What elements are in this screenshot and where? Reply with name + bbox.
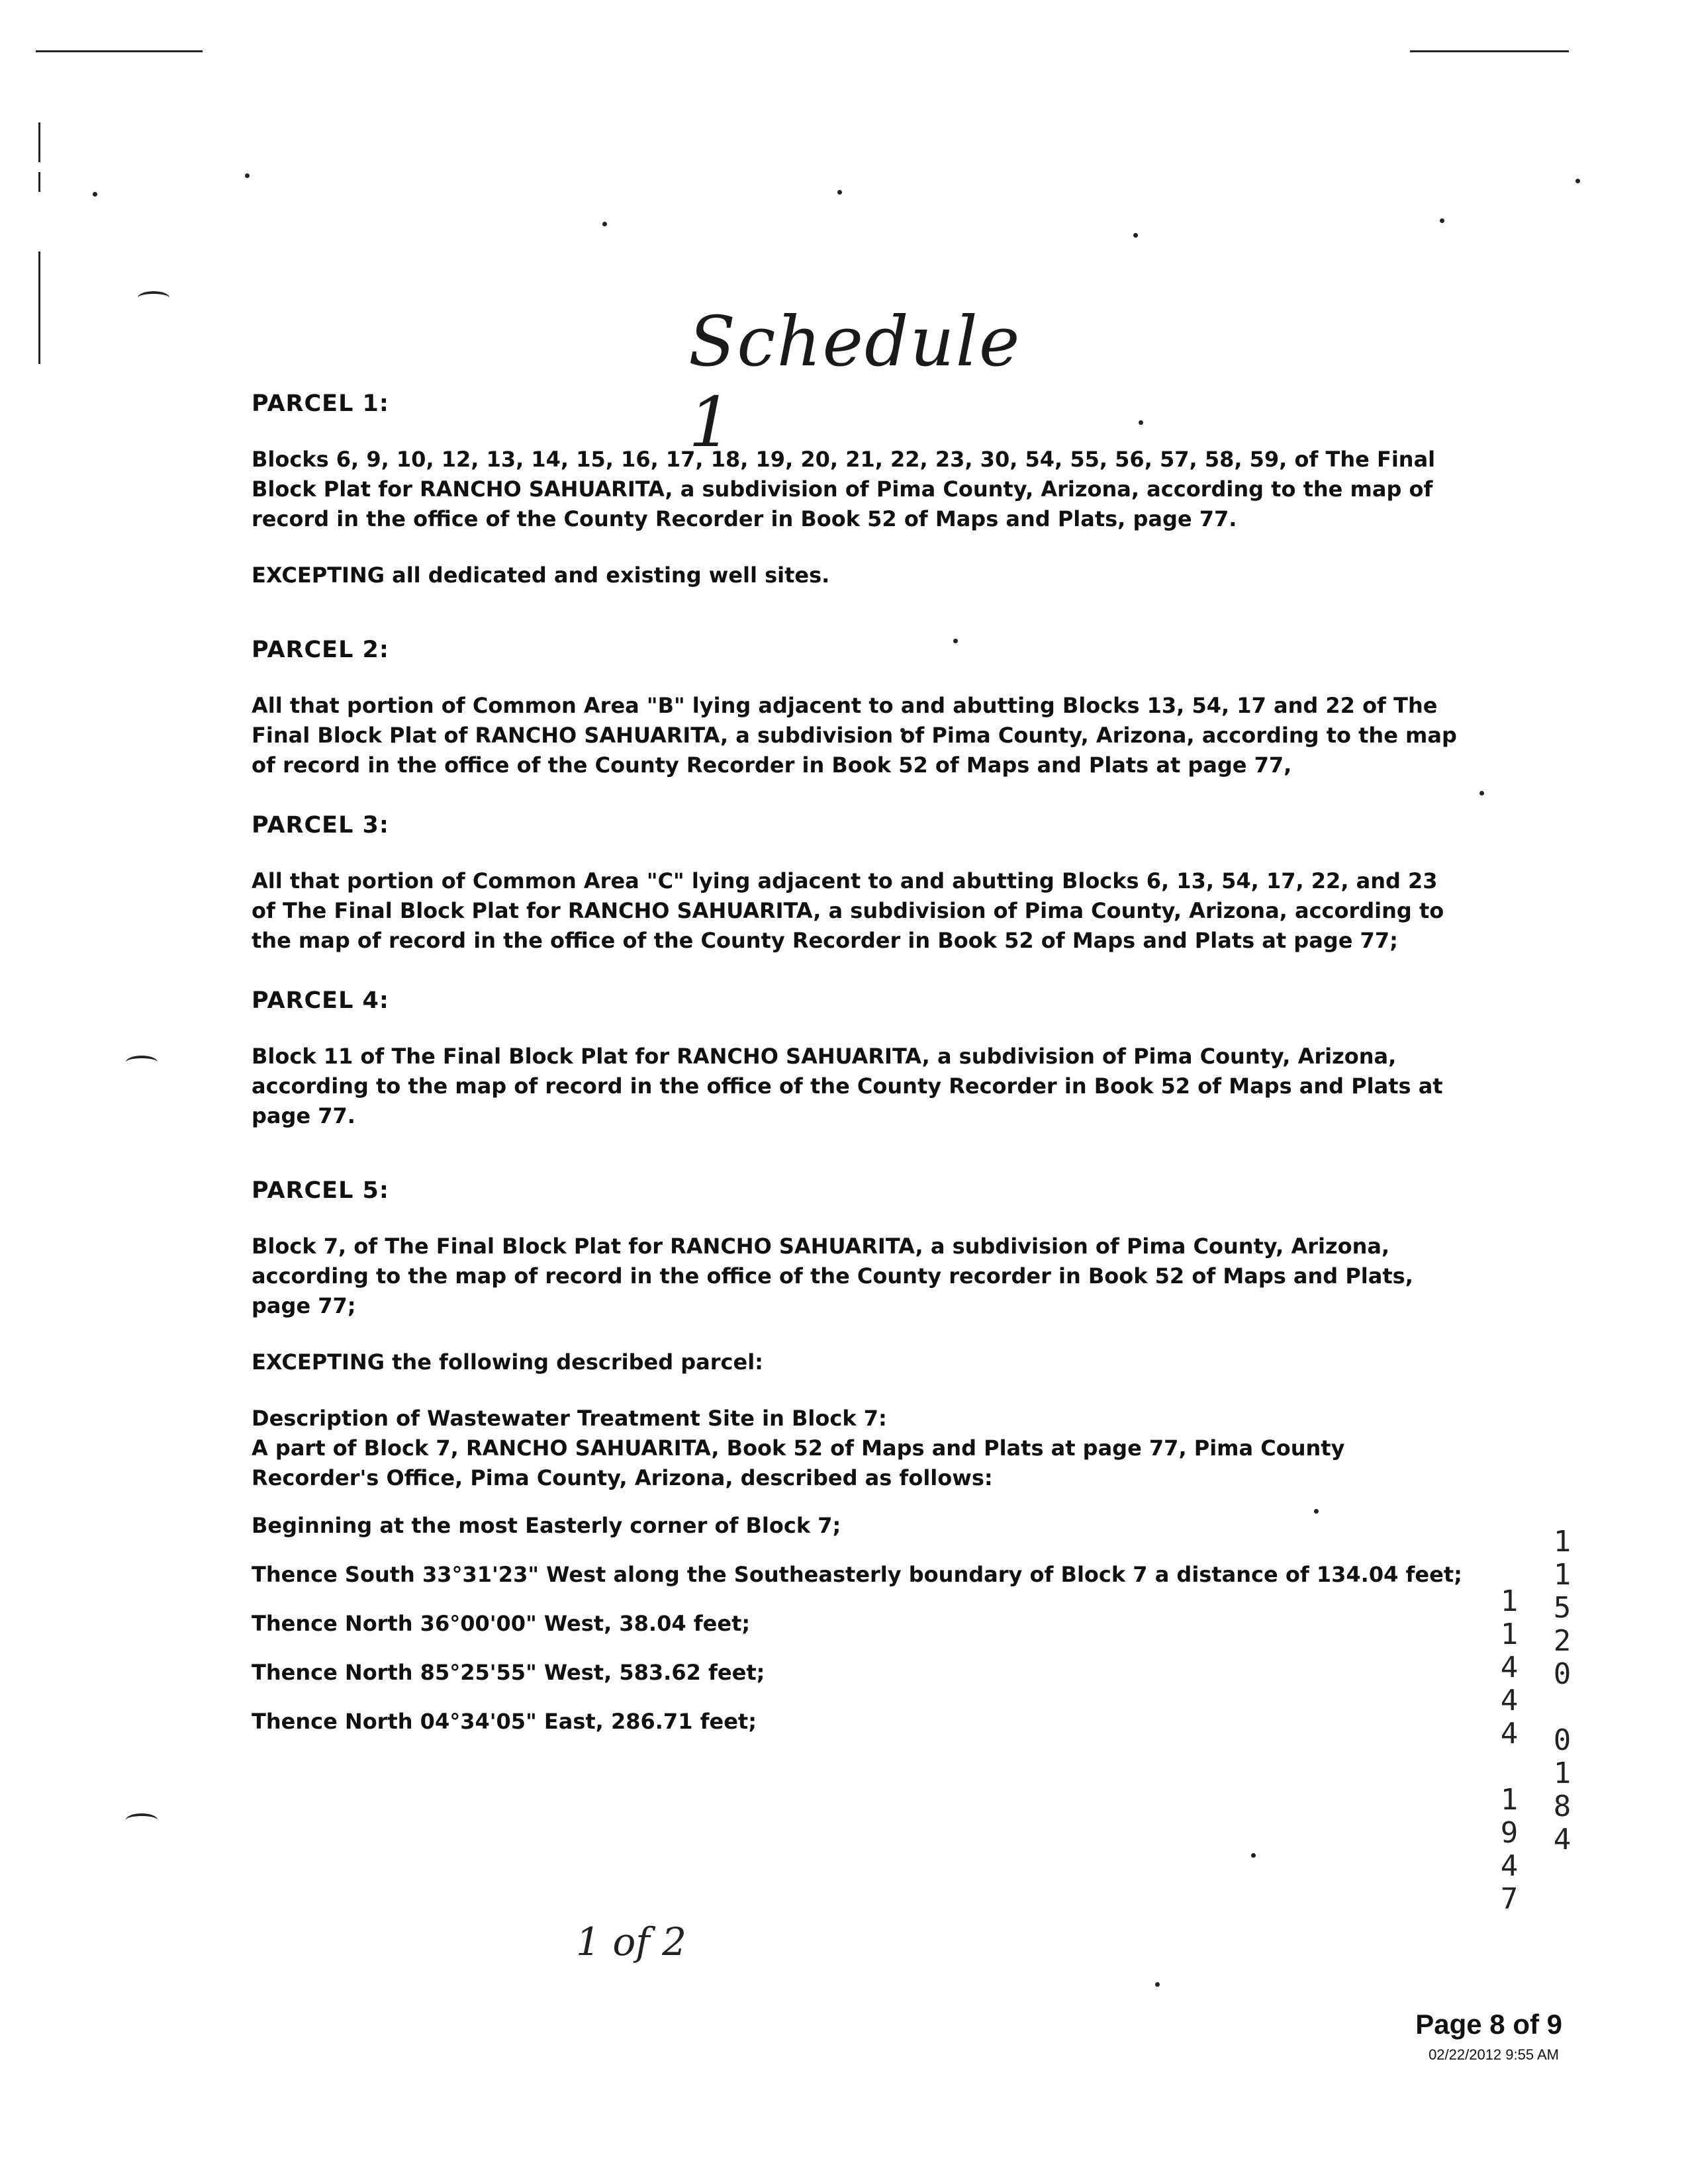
margin-mark	[38, 122, 40, 162]
stamp-digit: 1	[1553, 1756, 1571, 1790]
stamp-digit: 9	[1500, 1816, 1519, 1850]
parcel-1	[252, 390, 1463, 637]
stamp-digit: 1	[1500, 1783, 1519, 1817]
parcel-4	[252, 987, 1463, 1177]
parcel-heading: PARCEL 3:	[252, 812, 389, 839]
stamp-digit: 1	[1553, 1525, 1571, 1559]
recording-stamp-column-2	[1549, 1525, 1575, 1856]
margin-mark	[38, 251, 40, 364]
scan-speck	[1479, 791, 1484, 796]
stamp-digit: 2	[1553, 1624, 1571, 1658]
parcel-heading: PARCEL 2:	[252, 637, 389, 663]
description-line: Thence North 04°34'05" East, 286.71 feet;	[252, 1709, 757, 1734]
description-line: Beginning at the most Easterly corner of Block 7;	[252, 1513, 841, 1538]
punch-hole-mark	[138, 291, 169, 304]
parcel-description: Block 7, of The Final Block Plat for RANCHO SAHUARITA, a subdivision of Pima County, Arizona, according to the map of record in the office of the County recorder in Book 52 of Maps and Plats, page 77;	[252, 1234, 1413, 1318]
page-number: Page 8 of 9	[1415, 2009, 1562, 2040]
scan-speck	[245, 173, 250, 178]
stamp-digit: 5	[1553, 1591, 1571, 1625]
parcel-description: All that portion of Common Area "B" lying adjacent to and abutting Blocks 13, 54, 17 and 22 of The Final Block Plat of RANCHO SAHUARITA, a subdivision of Pima County, Arizona, according to the map of record in the office of the County Recorder in Book 52 of Maps and Plats at page 77,	[252, 693, 1457, 778]
scan-speck	[1251, 1853, 1256, 1858]
stamp-digit: 1	[1500, 1617, 1519, 1651]
parcel-description: Block 11 of The Final Block Plat for RANCHO SAHUARITA, a subdivision of Pima County, Arizona, according to the map of record in the office of the County Recorder in Book 52 of Maps and Plats at page 77.	[252, 1044, 1443, 1128]
stamp-digit: 0	[1553, 1657, 1571, 1691]
scan-speck	[1155, 1982, 1160, 1987]
margin-mark	[38, 172, 40, 192]
scan-speck	[837, 190, 842, 195]
parcel-description: All that portion of Common Area "C" lying adjacent to and abutting Blocks 6, 13, 54, 17, 22, and 23 of The Final Block Plat for RANCHO SAHUARITA, a subdivision of Pima County, Arizona, according to the map of record in the office of the County Recorder in Book 52 of Maps and Plats at page 77;	[252, 868, 1444, 953]
parcel-heading: PARCEL 5:	[252, 1177, 389, 1204]
parcel-heading: PARCEL 1:	[252, 390, 389, 417]
parcel-3	[252, 812, 1463, 987]
scan-speck	[1575, 179, 1580, 183]
punch-hole-mark	[126, 1813, 158, 1827]
description-line: Thence North 85°25'55" West, 583.62 feet;	[252, 1660, 765, 1685]
description-title: Description of Wastewater Treatment Site in Block 7:	[252, 1406, 887, 1431]
stamp-digit: 4	[1553, 1823, 1571, 1856]
document-body	[252, 390, 1463, 1758]
scan-speck	[1133, 233, 1138, 238]
schedule-title: Schedule 1	[688, 301, 1021, 463]
description-text: A part of Block 7, RANCHO SAHUARITA, Book 52 of Maps and Plats at page 77, Pima County Recorder's Office, Pima County, Arizona, described as follows:	[252, 1435, 1345, 1490]
scan-speck	[1440, 218, 1444, 223]
scan-speck	[602, 222, 607, 226]
recording-stamp-column-1	[1496, 1585, 1523, 1916]
scan-speck	[93, 192, 97, 197]
parcel-heading: PARCEL 4:	[252, 987, 389, 1014]
stamp-digit: 4	[1500, 1651, 1519, 1684]
top-left-rule	[36, 50, 203, 52]
parcel-5	[252, 1177, 1463, 1404]
stamp-digit: 1	[1500, 1584, 1519, 1618]
page-timestamp: 02/22/2012 9:55 AM	[1429, 2046, 1559, 2063]
stamp-digit: 7	[1500, 1882, 1519, 1916]
parcel-description: Blocks 6, 9, 10, 12, 13, 14, 15, 16, 17, 18, 19, 20, 21, 22, 23, 30, 54, 55, 56, 57, 58, 59, of The Final Block Plat for RANCHO SAHUARITA, a subdivision of Pima County, Arizona, according to the map of record in the office of the County Recorder in Book 52 of Maps and Plats, page 77.	[252, 447, 1436, 531]
stamp-digit: 4	[1500, 1684, 1519, 1717]
top-right-rule	[1410, 50, 1569, 52]
stamp-digit: 1	[1553, 1558, 1571, 1592]
parcel-exception: EXCEPTING the following described parcel:	[252, 1349, 763, 1375]
stamp-digit: 0	[1553, 1723, 1571, 1757]
description-line: Thence South 33°31'23" West along the Southeasterly boundary of Block 7 a distance of 134.04 feet;	[252, 1562, 1462, 1587]
parcel-exception: EXCEPTING all dedicated and existing well sites.	[252, 563, 830, 588]
stamp-digit: 4	[1500, 1717, 1519, 1751]
parcel-2	[252, 637, 1463, 812]
stamp-digit: 4	[1500, 1849, 1519, 1883]
handwritten-page-note: 1 of 2	[576, 1919, 687, 1964]
stamp-digit: 8	[1553, 1790, 1571, 1823]
description-line: Thence North 36°00'00" West, 38.04 feet;	[252, 1611, 751, 1636]
punch-hole-mark	[126, 1056, 158, 1069]
wastewater-site-description	[252, 1404, 1463, 1734]
